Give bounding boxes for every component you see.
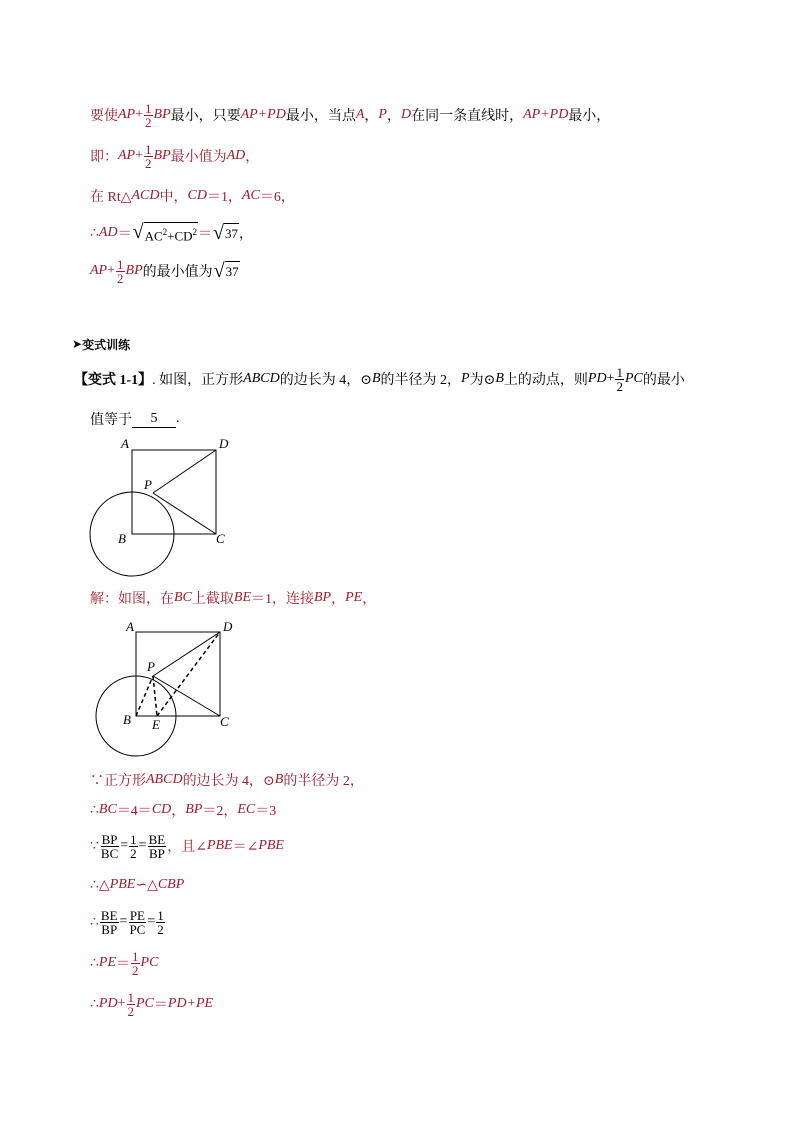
term-appd: AP+PD [240,107,286,122]
text: 最小，只要 [170,109,241,124]
sqrt-37: √ 37 [213,222,239,244]
label-b: B [118,531,126,546]
angle-pbe-2: PBE [258,838,284,853]
angle-pbe: PBE [206,838,233,853]
term-bp: BP [125,263,143,278]
text: . 如图，正方形 [152,373,244,388]
point-p: P [461,371,470,386]
text: 在 Rt△ [90,190,132,205]
because: ∵ [90,838,99,854]
triangle-acd: ACD [131,188,160,203]
solution-line-3 [90,183,295,209]
fraction-bp-bc: $\frac{BP}{BC}$ [100,831,119,861]
equals: ＝ [198,227,213,242]
solution-line-5 [90,258,240,284]
plus: + [135,148,144,163]
text: 解：如图，在 [90,592,174,607]
triangle-pbe: PBE [109,877,136,892]
segment-bp: BP [185,802,203,817]
term-ad: AD [226,148,246,163]
text: 上的动点，则 [503,373,588,388]
label-p: P [144,477,152,492]
answer-blank: 5 [132,411,176,428]
plus: + [606,371,615,386]
text: 最小，当点 [285,109,356,124]
equals: = [138,838,147,853]
text: ＝1， [206,190,242,205]
equals-angle: ＝∠ [232,840,259,855]
therefore: ∴ [90,996,99,1012]
fraction-half: $\frac{1}{2}$ [127,989,134,1019]
term-bp: BP [153,148,171,163]
fraction-half: $\frac{1}{2}$ [145,100,152,130]
text: 的边长为 4，⊙ [182,774,275,789]
label-d: D [219,436,229,451]
therefore: ∴ [90,802,99,818]
point-b: B [495,371,504,386]
text: 最小， [568,109,611,124]
term-appd-2: AP+PD [523,107,569,122]
problem-tag: 【变式 1-1】 [74,373,153,388]
segment-ac: AC [241,188,260,203]
therefore: ∴ [90,914,99,930]
text: 在同一条直线时， [411,109,524,124]
segment-ed-dashed [157,632,220,716]
derivation-line-1 [90,767,364,793]
solution-intro [90,585,376,611]
arrow-icon: ➤ [72,337,83,351]
plus: + [107,263,116,278]
text: 最小值为 [170,150,227,165]
sqrt-37: √ 37 [213,260,239,282]
therefore: ∴ [90,225,99,241]
label-a: A [121,436,129,451]
comma: ， [364,109,379,124]
label-a: A [126,619,134,634]
segment-pc: PC [140,955,159,970]
square-abcd: ABCD [243,371,280,386]
segment-pd [153,632,220,676]
segment-pd [153,450,216,493]
equals: = [119,914,128,929]
equals: ＝ [153,998,168,1013]
text: 的边长为 4，⊙ [279,373,372,388]
text: 为⊙ [469,373,496,388]
term-ap: AP [118,107,136,122]
square-abcd: ABCD [146,772,183,787]
plus: + [135,107,144,122]
segment-pe: PE [98,955,117,970]
segment-bc: BC [174,590,192,605]
equals: ＝ [116,957,131,972]
segment-pe: PE [345,590,363,605]
derivation-line-5 [90,906,166,938]
point-p: P [378,107,387,122]
square [132,450,216,534]
therefore: ∴ [90,955,99,971]
derivation-line-2 [90,797,276,823]
label-b: B [123,712,131,727]
fraction-half: $\frac{1}{2}$ [616,364,623,394]
sum-pd-pe: PD+PE [167,996,214,1011]
section-title: 变式训练 [82,337,131,352]
therefore-triangle: ∴△ [90,877,110,893]
segment-bc: BC [98,802,117,817]
fraction-half: $\frac{1}{2}$ [130,831,137,861]
equals: = [120,838,129,853]
derivation-line-4 [90,872,184,898]
fraction-half: $\frac{1}{2}$ [157,907,164,937]
fraction-be-bp: $\frac{BE}{BP}$ [148,831,166,861]
equals: = [147,914,156,929]
fraction-be-bp: $\frac{BE}{BP}$ [100,907,118,937]
fraction-half: $\frac{1}{2}$ [132,948,139,978]
triangle-cbp: CBP [157,877,185,892]
segment-pc [153,493,216,534]
text: ＝4＝ [116,804,152,819]
point-b: B [371,371,381,386]
segment-ec: EC [237,802,256,817]
point-a: A [355,107,365,122]
derivation-line-6 [90,950,158,976]
solution-line-2 [90,143,259,169]
text: 要使 [90,109,118,124]
comma: ， [331,592,346,607]
segment-cd: CD [187,188,207,203]
segment-pc: PC [136,996,154,1011]
text: 的最小 [642,373,685,388]
period: . [176,411,180,426]
similar: ∽△ [135,877,158,893]
fraction-half: $\frac{1}{2}$ [145,141,152,171]
fraction-pe-pc: $\frac{PE}{PC}$ [129,907,146,937]
text: 值等于 [90,413,132,428]
term-ap: AP [90,263,108,278]
sqrt-expression: √ $AC^2+CD^2$ [132,220,198,244]
segment-pd: PD [587,371,607,386]
point-b: B [274,772,284,787]
label-d: D [223,619,233,634]
label-p: P [147,659,155,674]
section-heading [72,331,130,357]
derivation-line-7 [90,991,213,1017]
text: 上截取 [191,592,234,607]
problem-line-2 [90,406,180,432]
derivation-line-3 [90,830,284,862]
comma: ， [239,227,254,242]
term-ap: AP [118,148,136,163]
equals: ＝ [117,227,132,242]
text: 的最小值为 [142,265,213,280]
text: 的半径为 2， [283,774,364,789]
square [136,632,220,716]
plus: + [117,996,126,1011]
term-bp: BP [153,107,171,122]
solution-line-4 [90,218,253,248]
label-e: E [152,717,160,732]
text: ，且∠ [167,840,207,855]
segment-ad: AD [98,225,118,240]
text: ＝6， [259,190,295,205]
fraction-half: $\frac{1}{2}$ [117,256,124,286]
label-c: C [220,714,229,729]
solution-line-1 [90,102,610,128]
segment-pd: PD [98,996,118,1011]
segment-bp-dashed [136,676,153,716]
text: 即： [90,150,118,165]
figure-2 [90,614,270,764]
segment-cd: CD [151,802,172,817]
text: ∵正方形 [90,774,146,789]
comma: ， [171,804,186,819]
text: ＝1，连接 [251,592,314,607]
label-c: C [216,531,225,546]
figure-1 [85,432,265,577]
problem-line-1 [74,366,685,392]
segment-be: BE [233,590,251,605]
text: ＝3 [255,804,277,819]
segment-pc [153,676,220,716]
segment-bp: BP [314,590,332,605]
text: ＝2， [202,804,238,819]
comma: ， [362,592,377,607]
segment-pc: PC [624,371,643,386]
text: 中， [159,190,188,205]
text: 的半径为 2， [380,373,462,388]
comma: ， [245,150,260,165]
comma: ， [386,109,401,124]
point-d: D [400,107,412,122]
